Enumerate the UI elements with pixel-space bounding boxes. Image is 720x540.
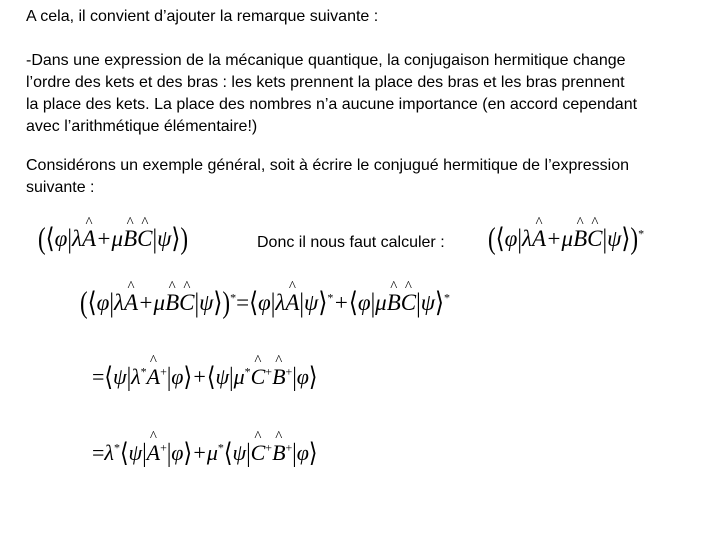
result-equation: =λ*⟨ψ|^ A+|φ⟩+μ*⟨ψ|^ C+^ B+|φ⟩ [92, 440, 317, 466]
adjoint-step-equation: =⟨ψ|λ*^ A+|φ⟩+⟨ψ|μ*^ C+^ B+|φ⟩ [92, 364, 317, 390]
calculate-label: Donc il nous faut calculer : [257, 234, 445, 251]
example-line-2: suivante : [26, 179, 95, 196]
intro-line: A cela, il convient d’ajouter la remarque suivante : [26, 8, 379, 25]
remark-line-4: avec l’arithmétique élémentaire!) [26, 118, 258, 135]
remark-line-3: la place des kets. La place des nombres n’a aucune importance (en accord cependant [26, 96, 638, 113]
example-paragraph [26, 155, 629, 199]
remark-line-1: -Dans une expression de la mécanique quantique, la conjugaison hermitique change [26, 52, 626, 69]
expansion-equation: (⟨φ|λ^ A+μ^ B^ C|ψ⟩)*=⟨φ|λ^ A|ψ⟩*+⟨φ|μ^ B^ C|ψ⟩* [80, 290, 450, 316]
remark-paragraph [26, 50, 637, 138]
expression-equation: (⟨φ|λ^ A+μ^ B^ C|ψ⟩) [38, 226, 188, 252]
conjugate-target-equation: (⟨φ|λ^ A+μ^ B^ C|ψ⟩)* [488, 226, 644, 252]
example-line-1: Considérons un exemple général, soit à écrire le conjugué hermitique de l’expression [26, 157, 630, 174]
remark-line-2: l’ordre des kets et des bras : les kets prennent la place des bras et les bras prennent [26, 74, 625, 91]
